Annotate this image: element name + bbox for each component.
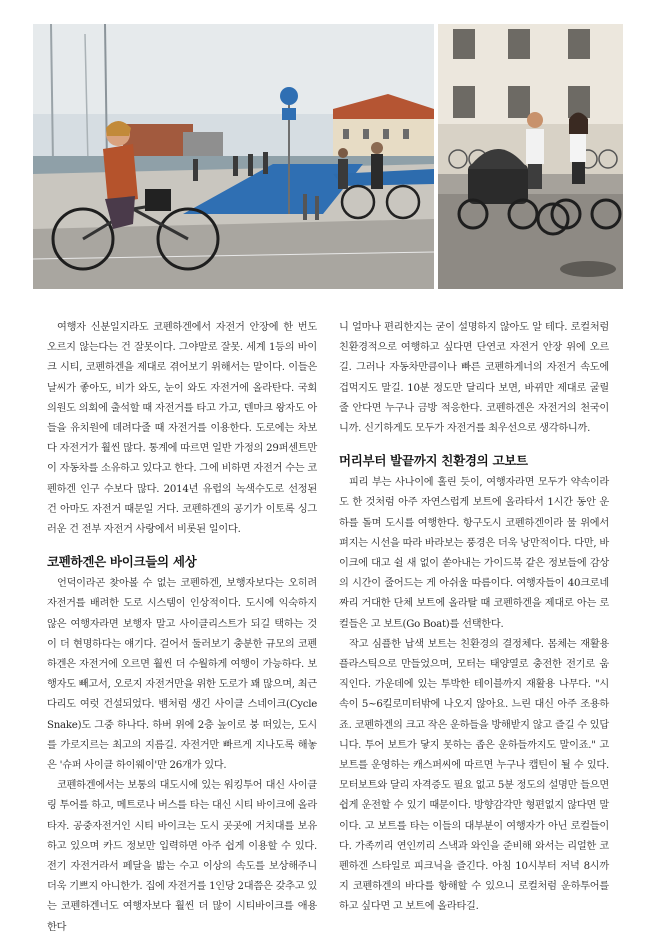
section1-paragraph-1: 언덕이라곤 찾아볼 수 없는 코펜하겐, 보행자보다는 오히려 자전거를 배려한 도로 시스템이 인상적이다. 도시에 익숙하지 않은 여행자라면 보행자 말고 사이클리스트가 되길 택하는 것이 더 현명하다는 얘기다. 걸어서 둘러보기 충분한 규모의 코펜하겐은 자전거에 오르면 훨씬 더 수월하게 여행이 가능하다. 보행자도 빼고서, 오로지 자전거만을 위한 도로가 꽤 많으며, 최근 다리도 여럿 건설되었다. 뱀처럼 생긴 사이클 스네이크(Cycle Snake)도 그중 하나다. 하버 위에 2층 높이로 붕 떠있는, 도시를 가로지르는 최고의 지름길. 자전거만 빠르게 지나도록 해놓은 '슈퍼 사이클 하이웨이'만 26개가 있다.: [47, 578, 317, 772]
cargo-bike-photo: [438, 24, 623, 289]
continued-paragraph: 니 얼마나 편리한지는 굳이 설명하지 않아도 알 테다. 로컬처럼 친환경적으로 여행하고 싶다면 단연코 자전거 안장 위에 오르길. 그러나 자동차만큼이나 빠른 코펜하게너의 자전거 속도에 겁먹지도 말길. 10분 정도만 달리다 보면, 바뀌만 제대로 굴릴 줄 안다면 누구나 금방 적응한다. 코펜하겐은 자전거의 천국이니까. 신기하게도 모두가 자전거를 최우선으로 생각하니까.: [339, 322, 609, 435]
article-column-left: [47, 318, 317, 938]
section2-paragraph-2: 작고 심플한 납색 보트는 친환경의 결정체다. 몸체는 재활용 플라스틱으로 만들었으며, 모터는 태양열로 충전한 전기로 움직인다. 가운데에 있는 투박한 테이블까지 재활용 나무다. "시속이 5~6킬로미터밖에 나오지 않아요. 느린 대신 아주 조용하죠. 코펜하겐의 크고 작은 운하들을 방해받지 않고 즐길 수 있답니다. 투어 보트가 닿지 못하는 좁은 운하들까지도 말이죠." 고 보트를 운영하는 캐스퍼씨에 따르면 누구나 캡틴이 될 수 있다. 모터보트와 달리 자격증도 필요 없고 5분 정도의 설명만 들으면 쉽게 운전할 수 있기 때문이다. 방향감각만 형편없지 않다면 말이다. 고 보트를 타는 이들의 대부분이 여행자가 아닌 로컬들이다. 가족끼리 연인끼리 스낵과 와인을 준비해 와서는 리얼한 코펜하겐 스타일로 피크닉을 즐긴다. 아침 10시부터 저녁 8시까지 코펜하겐의 바다를 항해할 수 있으니 로컬처럼 운하투어를 하고 싶다면 고 보트에 올라타길.: [339, 638, 609, 913]
section-title-goboat: 머리부터 발끝까지 친환경의 고보트: [339, 453, 528, 469]
cycling-photo-harbor: [33, 24, 434, 289]
intro-paragraph: 여행자 신분일지라도 코펜하겐에서 자전거 안장에 한 번도 오르지 않는다는 건 잘못이다. 그야말로 잘못. 세계 1등의 바이크 시티, 코펜하겐을 제대로 겪어보기 위해서는 말이다. 이들은 날씨가 좋아도, 비가 와도, 눈이 와도 자전거에 올라탄다. 국회의원도 의회에 출석할 때 자전거를 타고 가고, 덴마크 왕자도 아들을 유치원에 데려다줄 때 자전거를 이용한다. 도로에는 차보다 자전거가 훨씬 많다. 통계에 따르면 일반 가정의 29퍼센트만이 자동차를 소유하고 있다고 한다. 그에 비하면 자전거 수는 코펜하겐 인구 수보다 많다. 2014년 유럽의 녹색수도로 선정된 건 아마도 자전거 때문일 거다. 코펜하겐의 공기가 이토록 싱그러운 건 전부 자전거 사랑에서 비롯된 일이다.: [47, 322, 317, 536]
section1-paragraph-2: 코펜하겐에서는 보통의 대도시에 있는 워킹투어 대신 사이클링 투어를 하고, 메트로나 버스를 타는 대신 시티 바이크에 올라타자. 공중자전거인 시티 바이크는 도시 곳곳에 거치대를 보유하고 있으며 카드 정보만 입력하면 아주 쉽게 이용할 수 있다. 전기 자전거라서 페달을 밟는 수고 이상의 속도를 보상해주니 더욱 기쁘지 아니한가. 집에 자전거를 1인당 2대쯤은 갖추고 있는 코펜하겐너도 여행자보다 훨씬 더 많이 시티바이크를 애용한다: [47, 780, 317, 933]
section-title-bike-world: 코펜하겐은 바이크들의 세상: [47, 554, 197, 570]
section2-paragraph-1: 피리 부는 사나이에 홀린 듯이, 여행자라면 모두가 약속이라도 한 것처럼 아주 자연스럽게 보트에 올라타서 1시간 동안 운하를 돌며 도시를 여행한다. 항구도시 코펜하겐이라 물 위에서 펴지는 시선을 따라 바라보는 풍경은 더욱 낭만적이다. 다만, 바이크에 대고 쉴 새 없이 쏟아내는 가이드북 같은 정보들에 감상의 시간이 줄어드는 게 아쉬울 따름이다. 여행자들이 40크로네 짜리 거대한 단체 보트에 올라탈 때 코펜하겐을 제대로 아는 로컬들은 고 보트(Go Boat)를 선택한다.: [339, 477, 609, 630]
article-column-right: [339, 318, 609, 918]
